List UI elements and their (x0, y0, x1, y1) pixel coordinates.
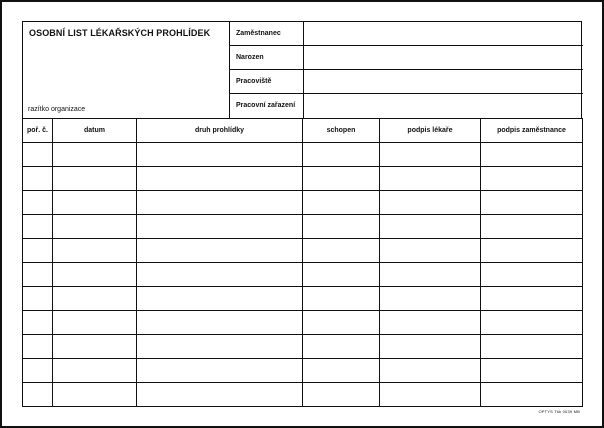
column-header-date: datum (53, 119, 137, 143)
date-cell[interactable] (53, 239, 137, 263)
employee-signature-cell[interactable] (481, 143, 583, 167)
fit-cell[interactable] (303, 215, 380, 239)
field-row-born (230, 46, 583, 70)
date-cell[interactable] (53, 191, 137, 215)
table-row (23, 359, 583, 383)
doctor-signature-cell[interactable] (380, 215, 481, 239)
fit-cell[interactable] (303, 383, 380, 407)
column-header-number: poř. č. (23, 119, 53, 143)
number-cell[interactable] (23, 167, 53, 191)
exam-type-cell[interactable] (137, 263, 303, 287)
form-code: OPTYS Tšk 0039 MB (538, 409, 580, 414)
table-body (23, 143, 583, 407)
employee-signature-cell[interactable] (481, 359, 583, 383)
employee-field[interactable] (303, 22, 583, 45)
date-cell[interactable] (53, 263, 137, 287)
examinations-table (22, 118, 583, 407)
number-cell[interactable] (23, 263, 53, 287)
doctor-signature-cell[interactable] (380, 191, 481, 215)
date-cell[interactable] (53, 167, 137, 191)
exam-type-cell[interactable] (137, 335, 303, 359)
form-header (22, 21, 582, 118)
fit-cell[interactable] (303, 311, 380, 335)
table-row (23, 143, 583, 167)
position-field[interactable] (303, 94, 583, 118)
column-header-employee-signature: podpis zaměstnance (481, 119, 583, 143)
date-cell[interactable] (53, 311, 137, 335)
column-header-doctor-signature: podpis lékaře (380, 119, 481, 143)
exam-type-cell[interactable] (137, 215, 303, 239)
born-field[interactable] (303, 46, 583, 69)
employee-signature-cell[interactable] (481, 215, 583, 239)
doctor-signature-cell[interactable] (380, 311, 481, 335)
date-cell[interactable] (53, 383, 137, 407)
table-row (23, 263, 583, 287)
table-row (23, 311, 583, 335)
number-cell[interactable] (23, 311, 53, 335)
field-row-position (230, 94, 583, 118)
table-header-row (23, 119, 583, 143)
field-row-employee (230, 22, 583, 46)
number-cell[interactable] (23, 239, 53, 263)
table-row (23, 215, 583, 239)
employee-signature-cell[interactable] (481, 263, 583, 287)
number-cell[interactable] (23, 191, 53, 215)
number-cell[interactable] (23, 143, 53, 167)
fit-cell[interactable] (303, 239, 380, 263)
table-row (23, 167, 583, 191)
field-label-workplace: Pracoviště (236, 78, 272, 85)
fit-cell[interactable] (303, 335, 380, 359)
employee-signature-cell[interactable] (481, 167, 583, 191)
number-cell[interactable] (23, 383, 53, 407)
doctor-signature-cell[interactable] (380, 359, 481, 383)
personal-info (229, 22, 583, 119)
number-cell[interactable] (23, 287, 53, 311)
employee-signature-cell[interactable] (481, 191, 583, 215)
table-row (23, 239, 583, 263)
table-row (23, 191, 583, 215)
doctor-signature-cell[interactable] (380, 335, 481, 359)
fit-cell[interactable] (303, 167, 380, 191)
employee-signature-cell[interactable] (481, 287, 583, 311)
field-label-employee: Zaměstnanec (236, 30, 281, 37)
fit-cell[interactable] (303, 263, 380, 287)
date-cell[interactable] (53, 143, 137, 167)
employee-signature-cell[interactable] (481, 335, 583, 359)
date-cell[interactable] (53, 215, 137, 239)
doctor-signature-cell[interactable] (380, 287, 481, 311)
exam-type-cell[interactable] (137, 191, 303, 215)
date-cell[interactable] (53, 335, 137, 359)
employee-signature-cell[interactable] (481, 383, 583, 407)
table-row (23, 287, 583, 311)
doctor-signature-cell[interactable] (380, 239, 481, 263)
exam-type-cell[interactable] (137, 311, 303, 335)
doctor-signature-cell[interactable] (380, 263, 481, 287)
doctor-signature-cell[interactable] (380, 383, 481, 407)
field-row-workplace (230, 70, 583, 94)
fit-cell[interactable] (303, 191, 380, 215)
stamp-label: razítko organizace (28, 106, 86, 113)
employee-signature-cell[interactable] (481, 239, 583, 263)
employee-signature-cell[interactable] (481, 311, 583, 335)
number-cell[interactable] (23, 215, 53, 239)
form-title: OSOBNÍ LIST LÉKAŘSKÝCH PROHLÍDEK (29, 28, 211, 38)
fit-cell[interactable] (303, 143, 380, 167)
field-label-born: Narozen (236, 54, 264, 61)
exam-type-cell[interactable] (137, 383, 303, 407)
workplace-field[interactable] (303, 70, 583, 93)
exam-type-cell[interactable] (137, 287, 303, 311)
exam-type-cell[interactable] (137, 239, 303, 263)
number-cell[interactable] (23, 335, 53, 359)
fit-cell[interactable] (303, 287, 380, 311)
column-header-exam-type: druh prohlídky (137, 119, 303, 143)
date-cell[interactable] (53, 359, 137, 383)
table-row (23, 335, 583, 359)
field-label-position: Pracovní zařazení (236, 102, 296, 109)
date-cell[interactable] (53, 287, 137, 311)
table-row (23, 383, 583, 407)
column-header-fit: schopen (303, 119, 380, 143)
number-cell[interactable] (23, 359, 53, 383)
exam-type-cell[interactable] (137, 143, 303, 167)
exam-type-cell[interactable] (137, 359, 303, 383)
exam-type-cell[interactable] (137, 167, 303, 191)
doctor-signature-cell[interactable] (380, 167, 481, 191)
fit-cell[interactable] (303, 359, 380, 383)
doctor-signature-cell[interactable] (380, 143, 481, 167)
